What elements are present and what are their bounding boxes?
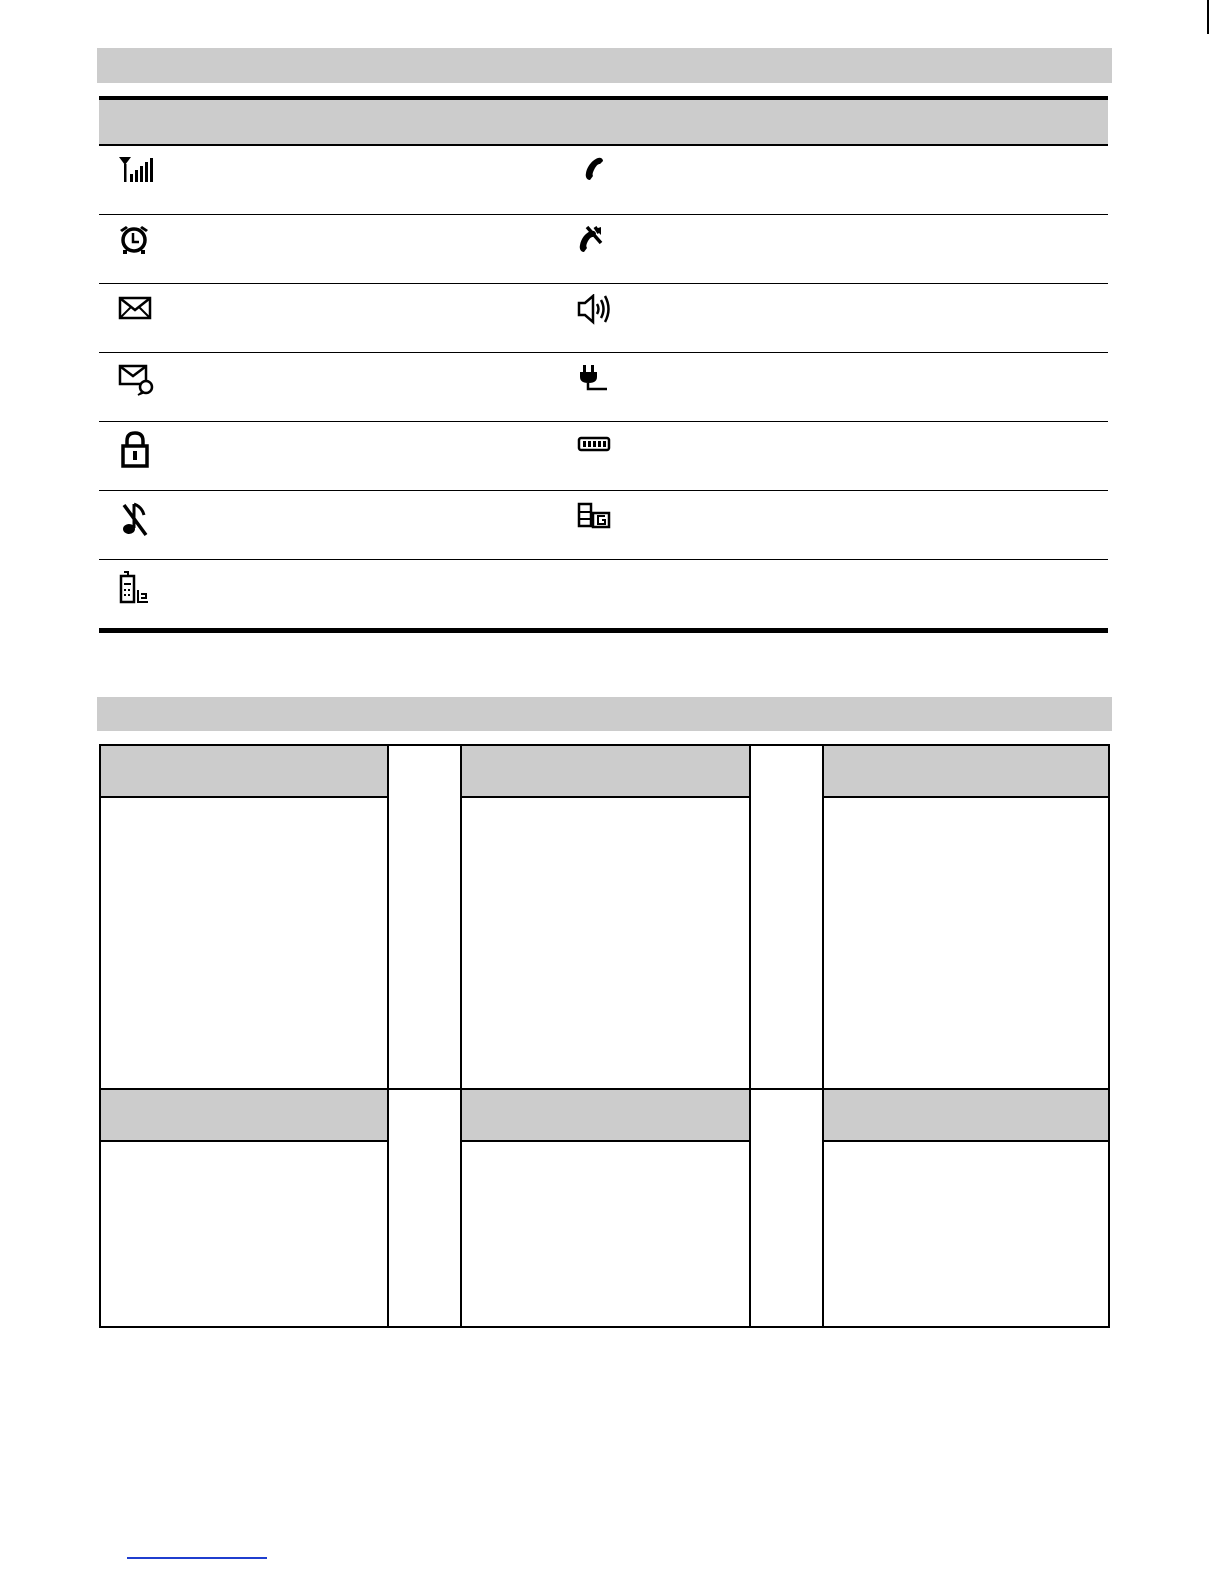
table-row: [99, 560, 1108, 628]
flow-box-title: [824, 746, 1108, 798]
table-cell-left: [99, 146, 567, 214]
flow-connector: [749, 1088, 824, 1328]
table-cell-right: [567, 353, 1108, 421]
table-cell-right: [567, 215, 1108, 283]
table-cell-right: [567, 560, 1108, 628]
flow-box-body: [101, 1144, 387, 1326]
flow-box: [822, 1088, 1110, 1328]
table-bottom-rule: [99, 628, 1108, 633]
table-cell-left: [99, 353, 567, 421]
flow-box-title: [101, 1090, 387, 1142]
table-cell-right: [567, 284, 1108, 352]
table-cell-right: [567, 422, 1108, 490]
table-header-left: [99, 100, 604, 144]
flow-box: [460, 1088, 751, 1328]
section-2-title: [97, 697, 1112, 709]
message-voice-icon: [118, 363, 162, 397]
alarm-clock-icon: [118, 225, 162, 259]
battery-icon: [577, 432, 621, 466]
flow-box-title: [462, 1090, 749, 1142]
table-header-row: [99, 100, 1108, 146]
table-row: [99, 491, 1108, 560]
footer-link-underline[interactable]: [127, 1557, 267, 1559]
flow-connector: [749, 744, 824, 1090]
signal-strength-icon: [118, 156, 162, 190]
phone-keypad-icon: [118, 570, 162, 610]
table-cell-left: [99, 284, 567, 352]
flow-box-body: [824, 800, 1108, 1088]
flow-box-body: [462, 800, 749, 1088]
flow-connector: [387, 744, 462, 1090]
table-row: [99, 146, 1108, 215]
flow-box-body: [824, 1144, 1108, 1326]
speaker-icon: [577, 294, 621, 328]
section-1-title: [97, 48, 1112, 60]
table-cell-left: [99, 491, 567, 559]
flow-box: [460, 744, 751, 1090]
section-1-header-band: [97, 48, 1112, 83]
envelope-icon: [118, 294, 162, 328]
table-row: [99, 284, 1108, 353]
flow-connector: [387, 1088, 462, 1328]
status-icons-table: [99, 96, 1108, 633]
table-cell-left: [99, 560, 567, 628]
flow-box: [822, 744, 1110, 1090]
missed-call-icon: [577, 225, 621, 259]
flow-box-title: [824, 1090, 1108, 1142]
table-header-right: [604, 100, 1109, 144]
silent-mode-icon: [118, 501, 162, 541]
page-edge-rule: [1207, 0, 1209, 34]
table-cell-left: [99, 422, 567, 490]
flow-box-title: [462, 746, 749, 798]
section-2-header-band: [97, 697, 1112, 731]
table-cell-right: [567, 146, 1108, 214]
gprs-icon: [577, 501, 621, 535]
phone-handset-icon: [577, 156, 621, 190]
charger-plug-icon: [577, 363, 621, 397]
table-cell-right: [567, 491, 1108, 559]
flow-box-body: [462, 1144, 749, 1326]
flow-box: [99, 1088, 389, 1328]
table-row: [99, 422, 1108, 491]
flow-box: [99, 744, 389, 1090]
padlock-icon: [118, 430, 162, 474]
menu-flow-grid: [99, 744, 1110, 1328]
flow-box-body: [101, 800, 387, 1088]
table-row: [99, 215, 1108, 284]
flow-box-title: [101, 746, 387, 798]
table-row: [99, 353, 1108, 422]
table-cell-left: [99, 215, 567, 283]
